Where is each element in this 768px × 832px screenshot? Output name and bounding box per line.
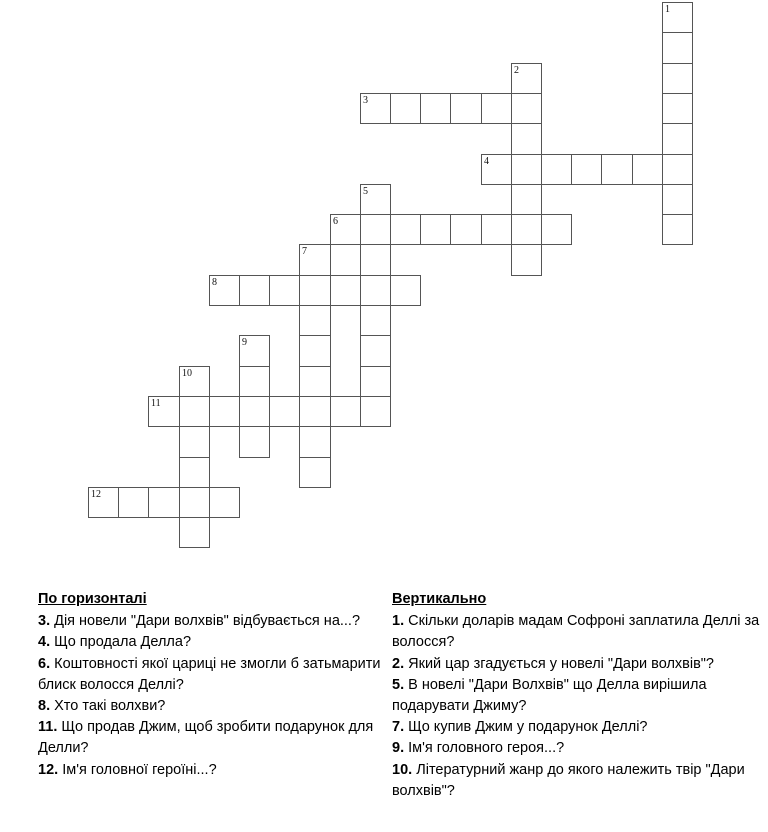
clue-number: 6 bbox=[333, 216, 338, 227]
clue-item bbox=[392, 611, 764, 653]
crossword-cell[interactable] bbox=[662, 154, 693, 185]
crossword-cell[interactable] bbox=[662, 93, 693, 124]
clue-item-text: Який цар згадується у новелі "Дари волхвів"? bbox=[408, 655, 714, 672]
crossword-cell[interactable] bbox=[662, 184, 693, 215]
clue-item-number: 2. bbox=[392, 655, 405, 672]
crossword-cell[interactable] bbox=[148, 487, 180, 518]
clue-number: 10 bbox=[182, 368, 192, 379]
crossword-cell[interactable] bbox=[481, 154, 512, 185]
clues-down bbox=[392, 589, 764, 802]
clue-item-text: Хто такі волхви? bbox=[54, 698, 166, 715]
crossword-cell[interactable] bbox=[330, 214, 361, 245]
crossword-cell[interactable] bbox=[601, 154, 633, 185]
clue-item-text: В новелі "Дари Волхвів" що Делла вирішила подарувати Джиму? bbox=[392, 676, 707, 715]
clue-item bbox=[392, 654, 764, 675]
crossword-cell[interactable] bbox=[360, 335, 391, 367]
crossword-cell[interactable] bbox=[118, 487, 149, 518]
clue-item-number: 8. bbox=[38, 698, 51, 715]
clue-item bbox=[392, 760, 764, 802]
crossword-cell[interactable] bbox=[511, 93, 542, 124]
clue-item-number: 12. bbox=[38, 761, 59, 778]
crossword-cell[interactable] bbox=[299, 366, 331, 397]
crossword-cell[interactable] bbox=[239, 366, 270, 397]
crossword-cell[interactable] bbox=[390, 275, 421, 306]
clues-across bbox=[38, 589, 388, 781]
crossword-cell[interactable] bbox=[269, 275, 300, 306]
crossword-cell[interactable] bbox=[148, 396, 180, 427]
clue-number: 2 bbox=[514, 65, 519, 76]
clue-number: 7 bbox=[302, 246, 307, 257]
clue-number: 1 bbox=[665, 4, 670, 15]
crossword-cell[interactable] bbox=[179, 517, 210, 548]
clue-item bbox=[392, 717, 764, 738]
clue-item-text: Літературний жанр до якого належить твір "Дари волхвів"? bbox=[392, 761, 745, 799]
clue-item bbox=[38, 654, 388, 696]
clue-item-number: 1. bbox=[392, 613, 405, 630]
crossword-cell[interactable] bbox=[179, 487, 210, 518]
crossword-cell[interactable] bbox=[239, 275, 270, 306]
crossword-cell[interactable] bbox=[662, 123, 693, 155]
crossword-cell[interactable] bbox=[541, 214, 572, 245]
crossword-cell[interactable] bbox=[360, 366, 391, 397]
crossword-cell[interactable] bbox=[299, 275, 331, 306]
crossword-cell[interactable] bbox=[330, 275, 361, 306]
crossword-cell[interactable] bbox=[360, 305, 391, 336]
clue-item-text: Коштовності якої цариці не змогли б затьмарити блиск волосся Деллі? bbox=[38, 655, 381, 693]
crossword-cell[interactable] bbox=[511, 63, 542, 94]
crossword-cell[interactable] bbox=[330, 396, 361, 427]
crossword-cell[interactable] bbox=[571, 154, 602, 185]
down-title: Вертикально bbox=[392, 591, 487, 607]
crossword-cell[interactable] bbox=[209, 487, 240, 518]
crossword-cell[interactable] bbox=[299, 244, 331, 276]
crossword-cell[interactable] bbox=[511, 154, 542, 185]
crossword-cell[interactable] bbox=[662, 2, 693, 33]
crossword-cell[interactable] bbox=[179, 396, 210, 427]
clue-item-number: 3. bbox=[38, 613, 51, 630]
clue-item bbox=[38, 696, 388, 717]
crossword-cell[interactable] bbox=[360, 93, 391, 124]
crossword-cell[interactable] bbox=[299, 457, 331, 488]
crossword-cell[interactable] bbox=[662, 214, 693, 245]
crossword-cell[interactable] bbox=[360, 244, 391, 276]
clue-item bbox=[38, 717, 388, 759]
crossword-cell[interactable] bbox=[209, 396, 240, 427]
crossword-cell[interactable] bbox=[209, 275, 240, 306]
crossword-cell[interactable] bbox=[239, 335, 270, 367]
clue-number: 12 bbox=[91, 489, 101, 500]
clue-item-text: Ім'я головної героїні...? bbox=[62, 761, 217, 778]
clue-item bbox=[38, 632, 388, 653]
crossword-cell[interactable] bbox=[632, 154, 663, 185]
clue-item-text: Ім'я головного героя...? bbox=[408, 740, 565, 757]
crossword-cell[interactable] bbox=[360, 184, 391, 215]
clue-number: 5 bbox=[363, 186, 368, 197]
crossword-cell[interactable] bbox=[299, 335, 331, 367]
crossword-cell[interactable] bbox=[299, 426, 331, 458]
clue-number: 9 bbox=[242, 337, 247, 348]
clue-item-number: 5. bbox=[392, 676, 405, 693]
crossword-cell[interactable] bbox=[299, 305, 331, 336]
clue-item-text: Що купив Джим у подарунок Деллі? bbox=[408, 719, 648, 736]
crossword-cell[interactable] bbox=[179, 457, 210, 488]
crossword-cell[interactable] bbox=[360, 396, 391, 427]
clue-item-number: 7. bbox=[392, 719, 405, 736]
crossword-cell[interactable] bbox=[360, 275, 391, 306]
crossword-cell[interactable] bbox=[88, 487, 119, 518]
down-clue-list bbox=[392, 611, 764, 802]
crossword-cell[interactable] bbox=[299, 396, 331, 427]
across-clue-list bbox=[38, 611, 388, 781]
crossword-cell[interactable] bbox=[481, 93, 512, 124]
clue-item bbox=[38, 760, 388, 781]
crossword-cell[interactable] bbox=[450, 214, 482, 245]
crossword-cell[interactable] bbox=[179, 426, 210, 458]
crossword-cell[interactable] bbox=[239, 396, 270, 427]
clue-number: 8 bbox=[212, 277, 217, 288]
clue-number: 4 bbox=[484, 156, 489, 167]
crossword-cell[interactable] bbox=[511, 214, 542, 245]
clue-item-number: 10. bbox=[392, 761, 413, 778]
crossword-cell[interactable] bbox=[390, 93, 421, 124]
crossword-cell[interactable] bbox=[662, 63, 693, 94]
clue-item bbox=[392, 675, 764, 717]
crossword-cell[interactable] bbox=[179, 366, 210, 397]
crossword-cell[interactable] bbox=[269, 396, 300, 427]
clue-item bbox=[38, 611, 388, 632]
clue-item-text: Що продав Джим, щоб зробити подарунок для Делли? bbox=[38, 719, 374, 757]
crossword-cell[interactable] bbox=[360, 214, 391, 245]
crossword-cell[interactable] bbox=[239, 426, 270, 458]
crossword-cell[interactable] bbox=[662, 32, 693, 64]
clue-item-text: Що продала Делла? bbox=[54, 634, 192, 651]
crossword-cell[interactable] bbox=[511, 184, 542, 215]
clue-item-text: Дія новели "Дари волхвів" відбувається на...? bbox=[54, 613, 361, 630]
crossword-cell[interactable] bbox=[481, 214, 512, 245]
clue-number: 11 bbox=[151, 398, 161, 409]
clue-item bbox=[392, 738, 764, 759]
crossword-cell[interactable] bbox=[420, 214, 451, 245]
clue-item-text: Скільки доларів мадам Софроні заплатила Деллі за волосся? bbox=[392, 613, 760, 651]
across-title: По горизонталі bbox=[38, 591, 147, 607]
clue-item-number: 6. bbox=[38, 655, 51, 672]
clue-number: 3 bbox=[363, 95, 368, 106]
crossword-cell[interactable] bbox=[390, 214, 421, 245]
crossword-cell[interactable] bbox=[541, 154, 572, 185]
crossword-cell[interactable] bbox=[420, 93, 451, 124]
crossword-cell[interactable] bbox=[450, 93, 482, 124]
crossword-cell[interactable] bbox=[511, 123, 542, 155]
clue-item-number: 11. bbox=[38, 719, 58, 736]
crossword-cell[interactable] bbox=[511, 244, 542, 276]
clue-item-number: 9. bbox=[392, 740, 405, 757]
clue-item-number: 4. bbox=[38, 634, 51, 651]
